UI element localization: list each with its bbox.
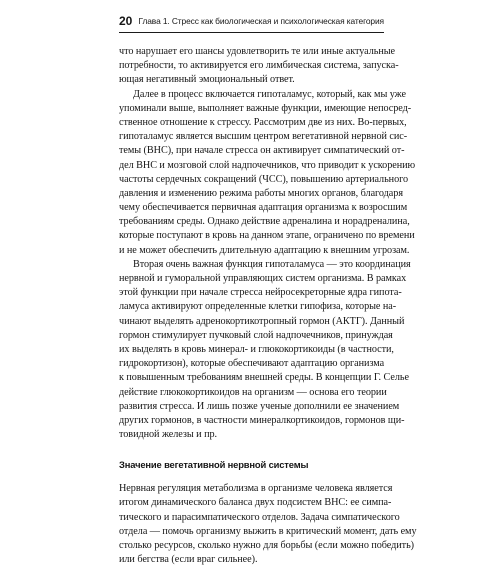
- text-line: темы (ВНС), при начале стресса он активирует симпатический от-: [119, 145, 405, 157]
- text-line: гидрокортизон), которые обеспечивают адаптацию организма: [119, 358, 385, 370]
- running-title: Глава 1. Стресс как биологическая и психологическая категория: [138, 16, 384, 26]
- text-line: что нарушает его шансы удовлетворить те или иные актуальные: [119, 46, 395, 57]
- body-paragraph: [119, 88, 416, 258]
- text-line: развития стресса. И лишь позже ученые дополнили ее значением: [119, 400, 400, 412]
- text-line: Вторая очень важная функция гипоталамуса — это координация: [133, 258, 411, 270]
- text-line: гормон стимулирует пучковый слой надпочечников, принуждая: [119, 329, 393, 341]
- heading-spacing: [119, 474, 384, 482]
- text-line: нервной и гуморальной управляющих систем организма. В рамках: [119, 273, 407, 284]
- text-line: других гормонов, в частности минералкортикоидов, гормонов щи-: [119, 414, 405, 426]
- text-line: давления и изменению режима работы многих органов, благодаря: [119, 187, 403, 199]
- section-heading: Значение вегетативной нервной системы: [119, 459, 309, 471]
- text-line: тического и парасимпатического отделов. Задача симпатического: [119, 511, 400, 523]
- text-line: итогом динамического баланса двух подсистем ВНС: ее симпа-: [119, 497, 392, 509]
- text-line: Нервная регуляция метаболизма в организме человека является: [119, 483, 393, 495]
- text-line: товидной железы и пр.: [119, 429, 218, 441]
- text-line: дел ВНС и мозговой слой надпочечников, что приводит к ускорению: [119, 159, 416, 171]
- section-spacing: [119, 442, 384, 456]
- page-number: 20: [119, 14, 133, 28]
- text-line: Далее в процесс включается гипоталамус, который, как мы уже: [133, 88, 406, 100]
- text-line: частоты сердечных сокращений (ЧСС), повышению артериального: [119, 173, 409, 185]
- body-paragraph: [119, 258, 411, 442]
- text-line: которые поступают в кровь на данном этапе, ограничено по времени: [119, 230, 415, 242]
- text-line: чему обеспечивается первичная адаптация организма к возросшим: [119, 202, 408, 214]
- text-line: чинают выделять адренокортикотропный гормон (АКТГ). Данный: [119, 315, 405, 327]
- page-header: [119, 11, 384, 35]
- text-line: отдела — помочь организму выжить в критический момент, дать ему: [119, 525, 417, 537]
- text-line: упоминали выше, выполняет важные функции, имеющие непосред-: [119, 102, 412, 114]
- page-body: [119, 45, 417, 566]
- text-line: или бегства (если враг сильнее).: [119, 554, 258, 566]
- text-line: ющая негативный эмоциональный ответ.: [119, 74, 295, 86]
- section-paragraph: [119, 482, 417, 567]
- text-line: потребности, то активируется его лимбическая система, запуска-: [119, 60, 399, 72]
- text-line: гипоталамус является высшим центром вегетативной нервной сис-: [119, 131, 408, 143]
- text-line: действие глюкокортикоидов на организм — основа его теории: [119, 386, 387, 398]
- text-line: ламуса активируют определенные клетки гипофиза, которые на-: [119, 301, 397, 313]
- text-line: к повышенным требованиям внешней среды. В концепции Г. Селье: [119, 372, 409, 384]
- text-line: ственное отношение к стрессу. Рассмотрим две из них. Во-первых,: [119, 116, 407, 128]
- body-paragraph: [119, 45, 399, 88]
- text-line: требованиям среды. Однако действие адреналина и норадреналина,: [119, 216, 410, 228]
- text-line: и не может обеспечить длительную адаптацию к внешним угрозам.: [119, 244, 410, 256]
- text-line: столько ресурсов, сколько нужно для борьбы (если можно победить): [119, 540, 415, 551]
- header-divider: [119, 32, 384, 33]
- text-line: их выделять в кровь минерал- и глюкокортикоиды (в частности,: [119, 343, 394, 355]
- text-line: этой функции при начале стресса нейросекреторные ядра гипота-: [119, 287, 402, 299]
